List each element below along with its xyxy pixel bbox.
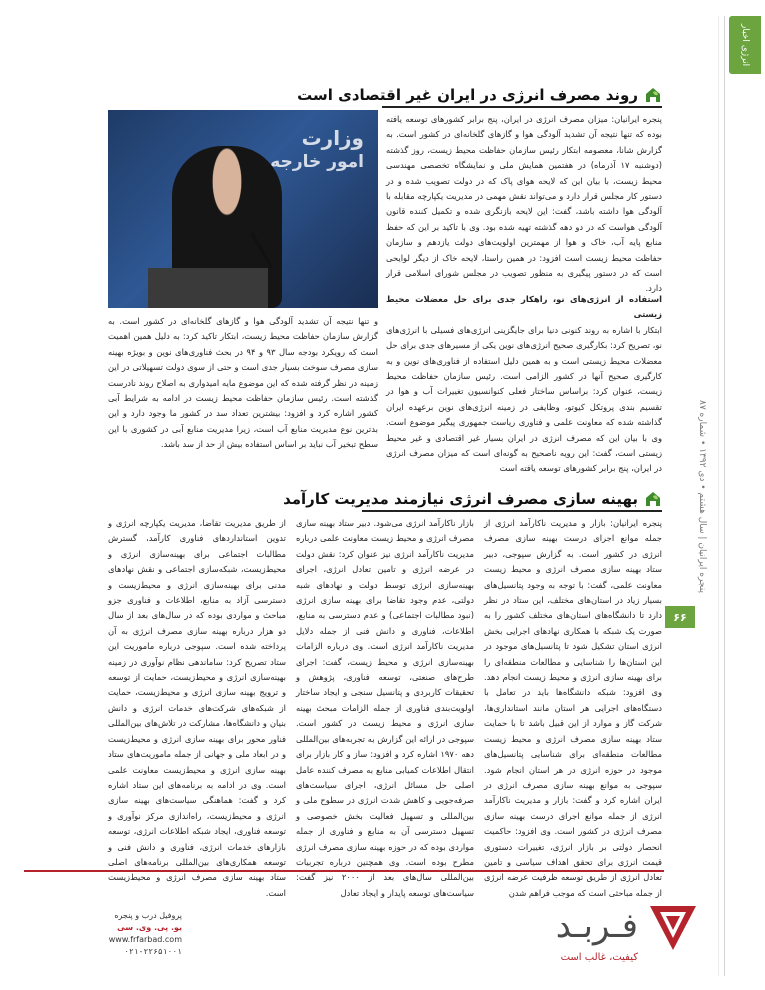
house-leaf-icon [644, 490, 662, 508]
advertiser-website[interactable]: www.frfarbad.com [108, 935, 182, 944]
article-headline-text: روند مصرف انرژی در ایران غیر اقتصادی است [297, 86, 638, 104]
house-leaf-icon [644, 86, 662, 104]
article1-column-lower [386, 292, 662, 477]
article-headline [106, 490, 662, 508]
article1-subhead: استفاده از انرژی‌های نو، راهکار جدی برای حل معضلات محیط زیستی [386, 294, 662, 320]
brand-logo-icon [646, 900, 700, 954]
advertiser-info [62, 910, 182, 958]
advertiser-phone: ۰۲۱-۲۲۶۵۱۰۰۱ [124, 947, 182, 956]
article1-column-upper [386, 112, 662, 297]
running-head: پنجره ایرانیان | سال هشتم • دی ۱۳۹۲ • شماره ۸۷ [697, 400, 707, 593]
advertiser-material: یو. پی. وی. سی [117, 923, 182, 932]
margin-rule [724, 16, 725, 976]
news-photo [108, 110, 378, 308]
article2-column-left [108, 516, 286, 898]
article2-paragraph: پنجره ایرانیان: بازار و مدیریت ناکارآمد انرژی از جمله موانع اجرای درست بهینه سازی مصرف انرژی در کشور است. به گزارش سپوجی، دبیر ستاد بهینه سازی مصرف انرژی و محیط زیست معاونت علمی، گفت: با توجه به وجود پتانسیل‌های بسیار زیاد در استان‌های مختلف، این ستاد در نظر دارد تا دانشگاه‌های استان‌های مختلف کشور را به صورت یک شبکه با همکاری نهادهای اجرایی بخش انرژی استان تشکیل شود تا پتانسیل‌های موجود در این استان‌ها را شناسایی و مطالعات منطقه‌ای را برای بهینه سازی انرژی و محیط زیست انجام دهد. وی افزود: شبکه دانشگاه‌ها باید در تعامل با دستگاه‌های اجرایی هر استان مانند استانداری‌ها، شرکت گاز و موارد از این قبیل باشد تا با حمایت ستاد بهینه سازی مصرف انرژی و محیط زیست مطالعات منطقه‌ای برای شناسایی پتانسیل‌های موجود در حوزه انرژی در هر استان انجام شود. سپوجی به موانع بهینه سازی مصرف انرژی در ایران اشاره کرد و گفت: بازار و مدیریت ناکارآمد انرژی از جمله موانع اجرای درست بهینه سازی مصرف انرژی در کشور است. وی افزود: حاکمیت انحصار دولتی بر بازار انرژی، تغییرات دستوری قیمت انرژی برای تحقق اهداف سیاسی و تامین تعادل انرژی از طریق توسعه ظرفیت عرضه انرژی از جمله مباحثی است که موجب فراهم شدن [484, 518, 662, 898]
article-energy-optimization [106, 490, 662, 512]
page-margin [673, 0, 765, 990]
article-headline [106, 86, 662, 104]
article1-column-left [108, 314, 378, 453]
article-energy-consumption [106, 86, 662, 108]
headline-rule [362, 510, 662, 512]
article1-paragraph: ابتکار با اشاره به روند کنونی دنیا برای جایگزینی انرژی‌های فسیلی با انرژی‌های نو، تصریح کرد: بکارگیری صحیح انرژی‌های نوین یکی از مسیرهای جدی برای حل معضلات محیط زیستی است و به همین دلیل استفاده از فناوری‌های نوین و به کارگیری صحیح آنها در کشور الزامی است. رئیس سازمان حفاظت محیط زیست، عنوان کرد: براساس ساختار فعلی کنوانسیون تغییرات آب و هوا در تقسیم بندی پروتکل کیوتو، وظایفی در زمینه انرژی‌های نوین برعهده ایران گذاشته شده که معاونت علمی و فناوری ریاست جمهوری پیگیر موضوع است. وی با بیان این که مصرف انرژی در ایران بسیار غیر اقتصادی و غیر محیط زیستی است، گفت: این رویه ناصحیح به گونه‌ای است که میزان مصرف انرژی در ایران، پنج برابر کشورهای توسعه یافته است [386, 324, 662, 474]
article2-paragraph: بازار ناکارآمد انرژی می‌شود. دبیر ستاد بهینه سازی مصرف انرژی و محیط زیست معاونت علمی درباره مدیریت ناکارآمد انرژی نیز عنوان کرد: نقش دولت در عرضه انرژی و تامین تعادل انرژی، اجرای بهینه‌سازی انرژی توسط دولت و نهادهای شبه دولتی، عدم وجود تقاضا برای بهینه سازی انرژی (نبود مطالبات اجتماعی) و عدم دسترسی به منابع، اطلاعات، فناوری و دانش فنی از جمله دلایل مدیریت ناکارآمد انرژی است. وی درباره الزامات بهینه‌سازی انرژی و محیط زیست، گفت: اجرای طرح‌های صنعتی، توسعه فناوری، پژوهش و تحقیقات کاربردی و پتانسیل سنجی و ایجاد ساختار اولویت‌بندی فناوری از جمله الزامات مبحث بهینه سازی انرژی و محیط زیست در کشور است. سپوجی در ارائه این گزارش به تجربه‌های بین‌المللی دهه ۱۹۷۰ اشاره کرد و افزود: ساز و کار بازار برای انتقال اطلاعات کمیابی منابع به مصرف کننده عامل اصلی حل مسائل انرژی، اجرای سیاست‌های صرفه‌جویی و کاهش شدت انرژی در سطوح ملی و بین‌المللی و تسهیل فعالیت بخش خصوصی و تسهیل دسترسی آن به منابع و فناوری از جمله مواردی بوده که در حوزه بهینه سازی مصرف انرژی مطرح بوده است. وی همچنین درباره تجربیات بین‌المللی سال‌های بعد از ۲۰۰۰ نیز گفت: سیاست‌های توسعه پایدار و ایجاد تعادل [296, 518, 474, 898]
article2-column-middle [296, 516, 474, 898]
margin-rule-secondary [718, 16, 719, 976]
article-headline-text: بهینه سازی مصرف انرژی نیازمند مدیریت کارآمد [283, 490, 638, 508]
headline-rule [382, 106, 662, 108]
photo-signage: امور خارجه [270, 152, 364, 172]
brand-slogan: کیفیت، غالب است [560, 952, 638, 963]
photo-podium [148, 268, 268, 308]
brand-name: فـربـد [555, 906, 638, 946]
article2-column-right [484, 516, 662, 898]
photo-signage: وزارت [301, 126, 364, 150]
footer-rule [24, 870, 664, 872]
article2-paragraph: از طریق مدیریت تقاضا، مدیریت یکپارچه انرژی و تدوین استانداردهای فناوری کارآمد، گسترش مطالبات اجتماعی برای بهینه‌سازی انرژی و محیط‌زیست، شبکه‌سازی اجتماعی و نقش نهادهای مدنی برای بهینه‌سازی انرژی و محیط‌زیست و دسترسی آزاد به منابع، اطلاعات و فناوری جزو مباحث و مواردی بوده که در سال‌های بعد از سال دو هزار درباره بهینه سازی مصرف انرژی به آن پرداخته شده است. سپوجی درباره ماموریت این ستاد تصریح کرد: ساماندهی نظام نوآوری در زمینه بهینه‌سازی انرژی و محیط‌زیست، حمایت از توسعه و ترویج بهینه سازی انرژی و محیط‌زیست، حمایت از شبکه‌های شرکت‌های خدمات انرژی و دانش بنیان و دانشگاه‌ها، مشارکت در تلاش‌های بین‌المللی فناور محور برای بهینه سازی انرژی و محیط‌زیست و در ابعاد ملی و جهانی از جمله ماموریت‌های ستاد بهینه سازی انرژی و محیط‌زیست معاونت علمی است. وی در ادامه به برنامه‌های این ستاد اشاره کرد و گفت: هماهنگی سیاست‌های بهینه سازی انرژی و محیط‌زیست، راه‌اندازی مرکز نوآوری و توسعه فناوری، ایجاد شبکه اطلاعات انرژی، توسعه بازارهای خدمات انرژی، فناوری و دانش فنی و توسعه همکاری‌های بین‌المللی برنامه‌های اصلی ستاد بهینه سازی مصرف انرژی و محیط‌زیست است. [108, 518, 286, 898]
article1-paragraph: و تنها نتیجه آن تشدید آلودگی هوا و گازهای گلخانه‌ای در کشور است. به گزارش سازمان حفاظت محیط زیست، ابتکار تاکید کرد: به دلیل همین اهمیت است که رویکرد بودجه سال ۹۳ و ۹۴ در بحث فناوری‌های نوین و بویژه بهینه سازی مصرف سوخت بسیار جدی است و حتی از سوی دولت تسهیلاتی در این زمینه در نظر گرفته شده که این موضوع مایه امیدواری به اصلاح روند نادرست گذشته است. رئیس سازمان حفاظت محیط زیست در ادامه به شرایط آبی کشور اشاره کرد و افزود: بیشترین تعداد سد در کشور ما وجود دارد و این بدترین نوع مدیریت منابع آب است، زیرا مدیریت منابع آبی در کشوری با این سطح تبخیر آب نباید بر اساس استفاده بیش از حد از سد باشد. [108, 316, 378, 450]
advertiser-product: پروفیل درب و پنجره [114, 911, 182, 920]
page-number: ۶۶ [665, 606, 695, 628]
section-tab-label: انرژی اخبار [740, 23, 750, 67]
article1-paragraph: پنجره ایرانیان: میزان مصرف انرژی در ایران، پنج برابر کشورهای توسعه یافته بوده که تنها نتیجه آن تشدید آلودگی هوا و گازهای گلخانه‌ای در کشور است. به گزارش شانا، معصومه ابتکار رئیس سازمان حفاظت محیط زیست، روز گذشته (دوشنبه ۱۷ آذرماه) در هفتمین همایش ملی و نمایشگاه تخصصی مهندسی محیط زیست، با بیان این که لایحه هوای پاک که در دولت تصویب شده و در دستور کار مجلس قرار دارد و می‌تواند نقش مهمی در مدیریت یکپارچه مقابله با آلودگی هوا داشته باشد، گفت: این لایحه بازنگری شده و تکمیل کننده قانون آلودگی هواست که در دو دهه گذشته تهیه شده بود. وی با تاکید بر این که حفظ منابع پایه آب، خاک و هوا از مهمترین اولویت‌های دولت یازدهم و سازمان حفاظت محیط زیست است افزود: در همین راستا، لایحه خاک از دیگر لوایحی است که در دستور پیگیری به منظور تصویب در مجلس شورای اسلامی قرار دارد. [386, 114, 663, 294]
advertiser-brand [420, 900, 700, 980]
section-tab [729, 16, 761, 74]
